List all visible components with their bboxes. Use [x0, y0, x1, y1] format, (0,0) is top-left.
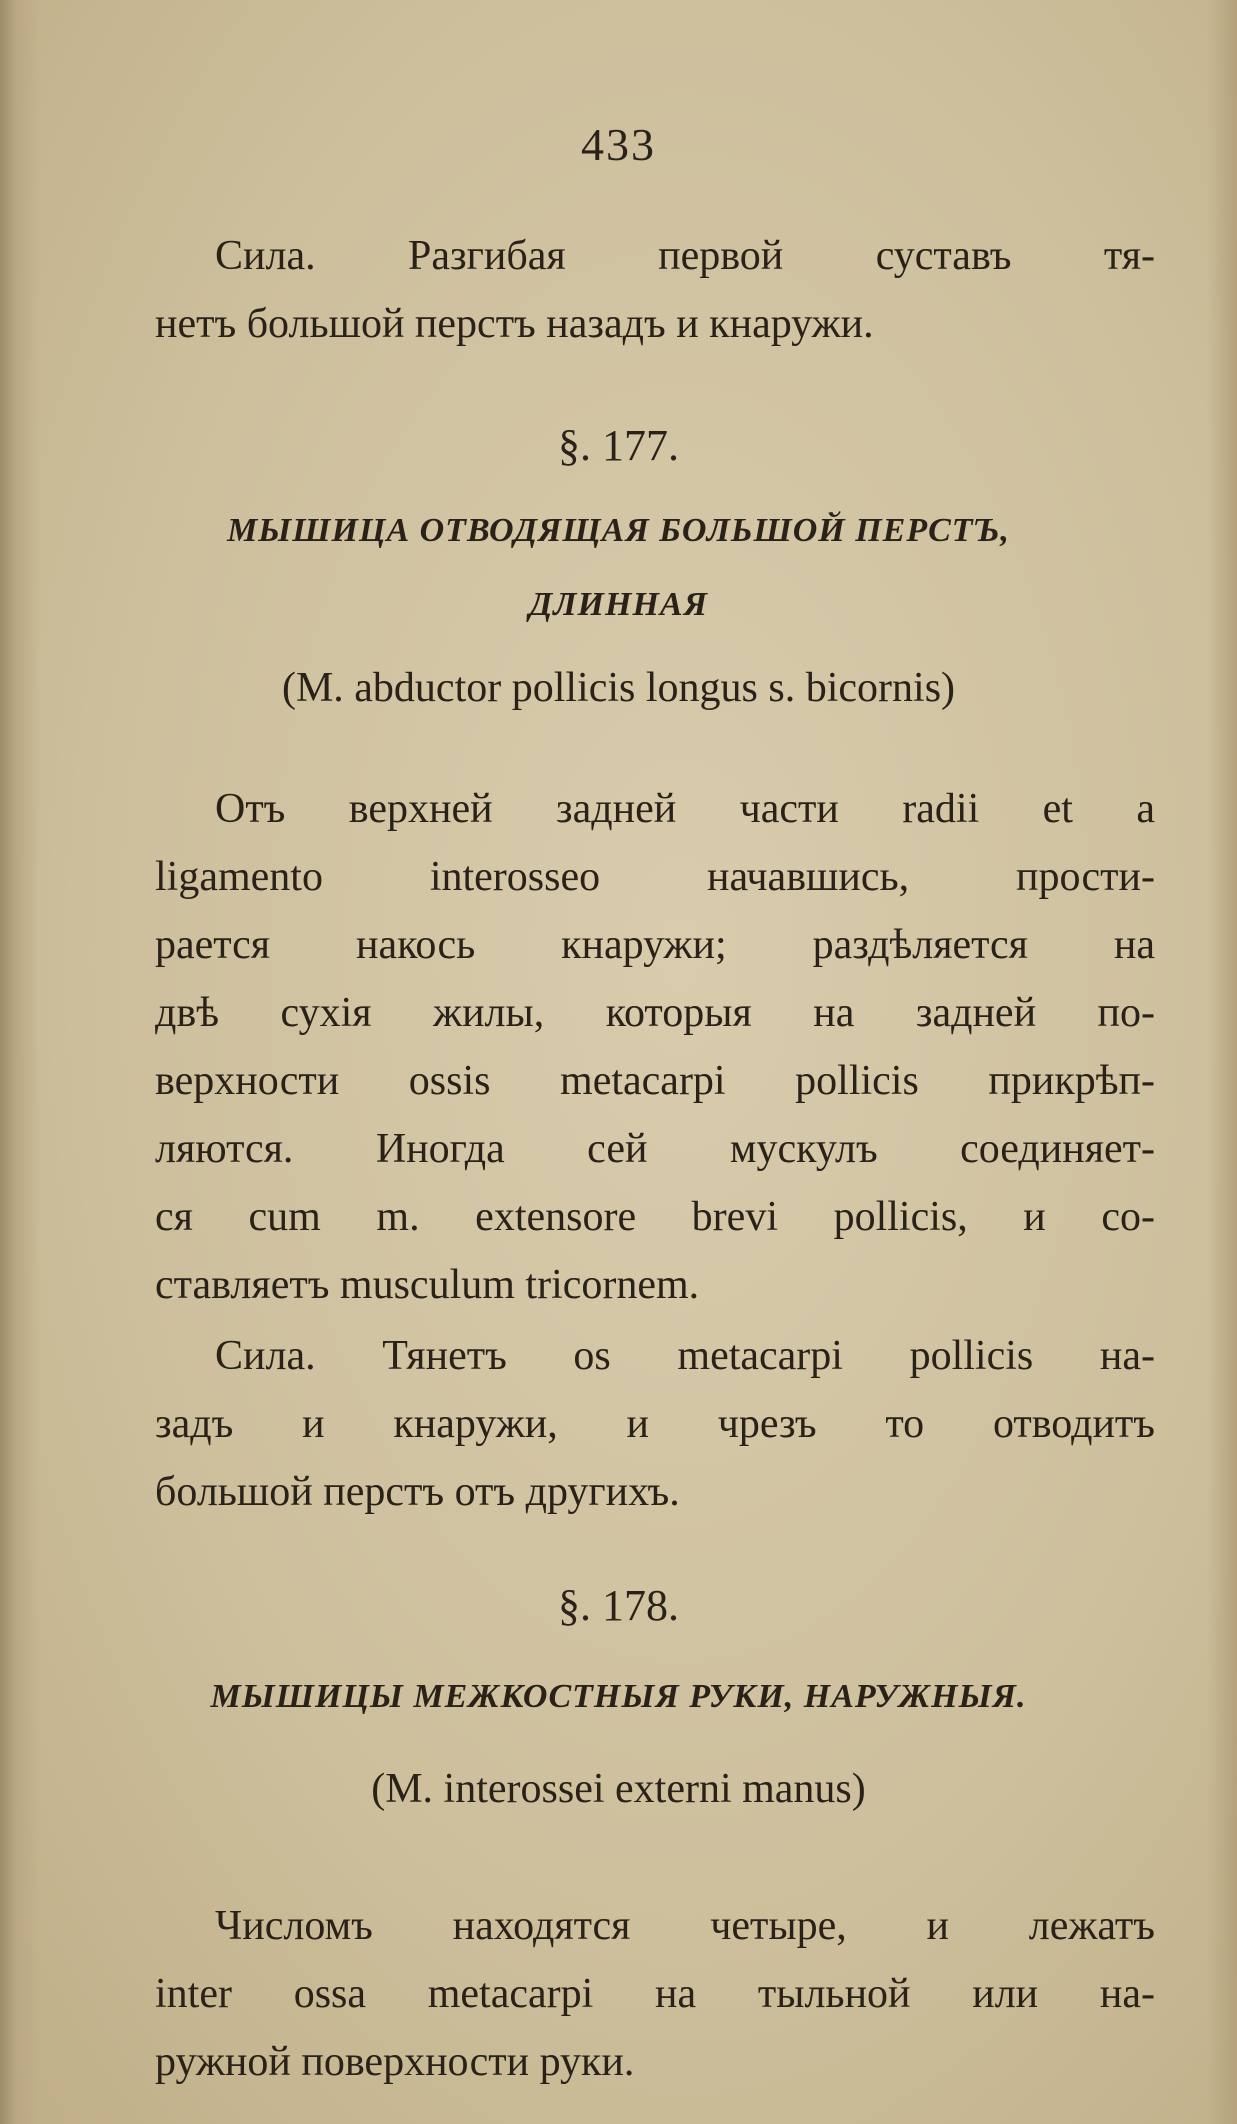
section-number-178: §. 178. — [558, 1581, 679, 1630]
section-heading-178: МЫШИЦЫ МЕЖКОСТНЫЯ РУКИ, НАРУЖНЫЯ. — [210, 1678, 1027, 1715]
text-line: Числомъ находятся четыре, и лежатъ — [215, 1903, 1155, 1949]
text-line: ружной поверхности руки. — [155, 2039, 635, 2085]
text-line: inter ossa metacarpi на тыльной или на- — [155, 1971, 1155, 2017]
section-177-body — [155, 775, 1155, 1319]
text-line: большой перстъ отъ другихъ. — [155, 1469, 680, 1515]
latin-name-177: (M. abductor pollicis longus s. bicornis) — [281, 665, 956, 711]
page-number: 433 — [581, 119, 656, 170]
section-177-force — [155, 1322, 1155, 1526]
text-line: ligamento interosseo начавшись, прости- — [155, 854, 1155, 900]
text-line: задъ и кнаружи, и чрезъ то отводитъ — [155, 1401, 1155, 1447]
text-line: ляются. Иногда сей мускулъ соединяет- — [155, 1126, 1155, 1172]
text-line: Сила. Тянетъ os metacarpi pollicis на- — [215, 1333, 1155, 1379]
section-heading-177: МЫШИЦА ОТВОДЯЩАЯ БОЛЬШОЙ ПЕРСТЪ, — [227, 512, 1010, 549]
section-heading-177-line2: ДЛИННАЯ — [529, 586, 708, 623]
section-178-body — [155, 1892, 1155, 2096]
section-number-177: §. 177. — [558, 421, 679, 470]
latin-name-178: (M. interossei externi manus) — [371, 1766, 866, 1812]
text-line: ставляетъ musculum tricornem. — [155, 1262, 700, 1308]
top-paragraph — [155, 222, 1155, 358]
text-line: нетъ большой перстъ назадъ и кнаружи. — [155, 301, 874, 347]
text-line: Сила. Разгибая первой суставъ тя- — [215, 233, 1155, 279]
text-line: верхности ossis metacarpi pollicis прикрѣп- — [155, 1058, 1155, 1104]
text-line: рается накось кнаружи; раздѣляется на — [155, 922, 1155, 968]
text-line: ся cum m. extensore brevi pollicis, и со- — [155, 1194, 1155, 1240]
text-line: двѣ сухія жилы, которыя на задней по- — [155, 990, 1155, 1036]
text-line: Отъ верхней задней части radii et a — [215, 786, 1155, 832]
